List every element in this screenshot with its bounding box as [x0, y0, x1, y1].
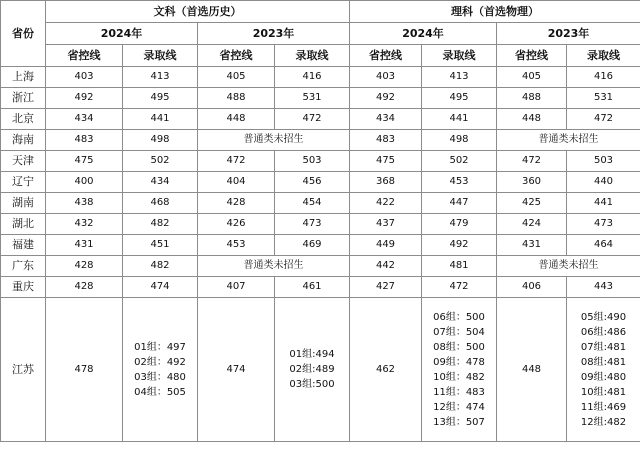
group-score-line: 11组:469	[580, 401, 627, 413]
score-cell: 461	[275, 277, 350, 298]
group-score-line: 08组:481	[580, 356, 627, 368]
group-score-line: 03组：480	[134, 371, 186, 383]
column-header: 录取线	[123, 45, 198, 67]
score-cell: 413	[123, 67, 198, 88]
score-cell: 478	[46, 298, 123, 442]
no-enrollment-cell: 普通类未招生	[198, 130, 350, 151]
score-cell: 472	[497, 151, 567, 172]
group-score-line: 11组：483	[433, 386, 485, 398]
province-cell: 江苏	[1, 298, 46, 442]
table-row	[1, 235, 640, 256]
group-score-line: 06组：500	[433, 311, 485, 323]
score-cell: 447	[422, 193, 497, 214]
score-cell: 488	[198, 88, 275, 109]
score-cell: 403	[350, 67, 422, 88]
score-cell: 475	[46, 151, 123, 172]
column-header: 省控线	[198, 45, 275, 67]
score-cell: 453	[422, 172, 497, 193]
score-cell: 474	[198, 298, 275, 442]
score-cell: 464	[567, 235, 640, 256]
score-cell: 422	[350, 193, 422, 214]
score-cell: 434	[123, 172, 198, 193]
score-cell: 404	[198, 172, 275, 193]
score-cell: 428	[198, 193, 275, 214]
table-row-jiangsu	[1, 298, 640, 442]
score-cell: 472	[275, 109, 350, 130]
score-cell: 441	[123, 109, 198, 130]
score-cell: 482	[123, 256, 198, 277]
group-score-line: 06组:486	[580, 326, 627, 338]
group-header-wen: 文科（首选历史）	[46, 1, 350, 23]
score-cell: 413	[422, 67, 497, 88]
table-row	[1, 67, 640, 88]
score-cell: 472	[422, 277, 497, 298]
score-cell: 472	[567, 109, 640, 130]
table-row	[1, 130, 640, 151]
score-cell: 434	[350, 109, 422, 130]
column-header: 录取线	[275, 45, 350, 67]
score-cell: 449	[350, 235, 422, 256]
score-cell: 407	[198, 277, 275, 298]
score-cell: 503	[275, 151, 350, 172]
score-cell: 416	[567, 67, 640, 88]
score-cell: 468	[123, 193, 198, 214]
score-cell: 437	[350, 214, 422, 235]
score-cell: 472	[198, 151, 275, 172]
score-cell: 531	[567, 88, 640, 109]
score-cell: 502	[123, 151, 198, 172]
score-cell: 482	[123, 214, 198, 235]
group-score-line: 12组:482	[580, 416, 627, 428]
score-cell: 495	[123, 88, 198, 109]
score-cell: 416	[275, 67, 350, 88]
column-header: 省控线	[350, 45, 422, 67]
score-cell: 498	[123, 130, 198, 151]
score-cell: 434	[46, 109, 123, 130]
score-cell: 448	[198, 109, 275, 130]
table-row	[1, 109, 640, 130]
score-cell: 360	[497, 172, 567, 193]
score-cell: 428	[46, 277, 123, 298]
group-score-line: 09组:480	[580, 371, 627, 383]
column-header: 录取线	[567, 45, 640, 67]
province-cell: 上海	[1, 67, 46, 88]
group-score-line: 05组:490	[580, 311, 627, 323]
score-cell: 441	[567, 193, 640, 214]
table-row	[1, 277, 640, 298]
province-cell: 天津	[1, 151, 46, 172]
score-cell: 406	[497, 277, 567, 298]
group-score-line: 09组：478	[433, 356, 485, 368]
group-score-line: 03组:500	[289, 379, 335, 390]
table-row	[1, 256, 640, 277]
year-header: 2023年	[497, 23, 640, 45]
province-cell: 湖南	[1, 193, 46, 214]
score-cell: 502	[422, 151, 497, 172]
group-score-line: 13组：507	[433, 416, 485, 428]
score-cell: 440	[567, 172, 640, 193]
score-cell: 492	[350, 88, 422, 109]
group-score-line: 08组：500	[433, 341, 485, 353]
group-score-line: 04组：505	[134, 386, 186, 398]
score-cell: 498	[422, 130, 497, 151]
table-row	[1, 193, 640, 214]
no-enrollment-cell: 普通类未招生	[497, 256, 640, 277]
score-cell: 431	[46, 235, 123, 256]
score-cell: 473	[275, 214, 350, 235]
score-cell: 431	[497, 235, 567, 256]
year-header: 2023年	[198, 23, 350, 45]
score-cell: 425	[497, 193, 567, 214]
province-cell: 广东	[1, 256, 46, 277]
score-cell: 405	[497, 67, 567, 88]
column-header: 录取线	[422, 45, 497, 67]
group-scores-cell	[275, 298, 350, 442]
group-scores-cell	[422, 298, 497, 442]
table-row	[1, 88, 640, 109]
score-cell: 426	[198, 214, 275, 235]
score-cell: 492	[46, 88, 123, 109]
province-cell: 福建	[1, 235, 46, 256]
table-row	[1, 172, 640, 193]
score-cell: 479	[422, 214, 497, 235]
group-header-li: 理科（首选物理）	[350, 1, 640, 23]
year-header: 2024年	[350, 23, 497, 45]
table-row	[1, 214, 640, 235]
score-cell: 448	[497, 298, 567, 442]
score-cell: 443	[567, 277, 640, 298]
group-score-line: 02组:489	[289, 364, 335, 375]
province-cell: 海南	[1, 130, 46, 151]
score-cell: 469	[275, 235, 350, 256]
score-cell: 448	[497, 109, 567, 130]
score-cell: 453	[198, 235, 275, 256]
score-cell: 405	[198, 67, 275, 88]
score-cell: 424	[497, 214, 567, 235]
group-score-line: 02组：492	[134, 356, 186, 368]
province-cell: 浙江	[1, 88, 46, 109]
score-cell: 531	[275, 88, 350, 109]
province-header: 省份	[1, 1, 46, 67]
score-cell: 483	[350, 130, 422, 151]
column-header: 省控线	[497, 45, 567, 67]
score-cell: 475	[350, 151, 422, 172]
score-cell: 451	[123, 235, 198, 256]
score-cell: 483	[46, 130, 123, 151]
score-cell: 441	[422, 109, 497, 130]
score-cell: 427	[350, 277, 422, 298]
group-scores-cell	[567, 298, 640, 442]
province-cell: 重庆	[1, 277, 46, 298]
group-score-line: 10组:481	[580, 386, 627, 398]
group-score-line: 10组：482	[433, 371, 485, 383]
score-cell: 428	[46, 256, 123, 277]
group-scores-cell	[123, 298, 198, 442]
score-cell: 495	[422, 88, 497, 109]
score-cell: 442	[350, 256, 422, 277]
score-cell: 462	[350, 298, 422, 442]
province-cell: 北京	[1, 109, 46, 130]
score-cell: 474	[123, 277, 198, 298]
score-cell: 432	[46, 214, 123, 235]
score-cell: 403	[46, 67, 123, 88]
year-header: 2024年	[46, 23, 198, 45]
no-enrollment-cell: 普通类未招生	[198, 256, 350, 277]
province-cell: 辽宁	[1, 172, 46, 193]
score-cell: 438	[46, 193, 123, 214]
province-cell: 湖北	[1, 214, 46, 235]
score-cell: 481	[422, 256, 497, 277]
score-cell: 503	[567, 151, 640, 172]
column-header: 省控线	[46, 45, 123, 67]
score-cell: 454	[275, 193, 350, 214]
score-cell: 473	[567, 214, 640, 235]
group-score-line: 07组：504	[433, 326, 485, 338]
score-cell: 456	[275, 172, 350, 193]
group-score-line: 12组：474	[433, 401, 485, 413]
score-cell: 368	[350, 172, 422, 193]
score-cell: 400	[46, 172, 123, 193]
no-enrollment-cell: 普通类未招生	[497, 130, 640, 151]
group-score-line: 07组:481	[580, 341, 627, 353]
group-score-line: 01组：497	[134, 341, 186, 353]
table-row	[1, 151, 640, 172]
score-cell: 492	[422, 235, 497, 256]
group-score-line: 01组:494	[289, 349, 335, 360]
score-cell: 488	[497, 88, 567, 109]
